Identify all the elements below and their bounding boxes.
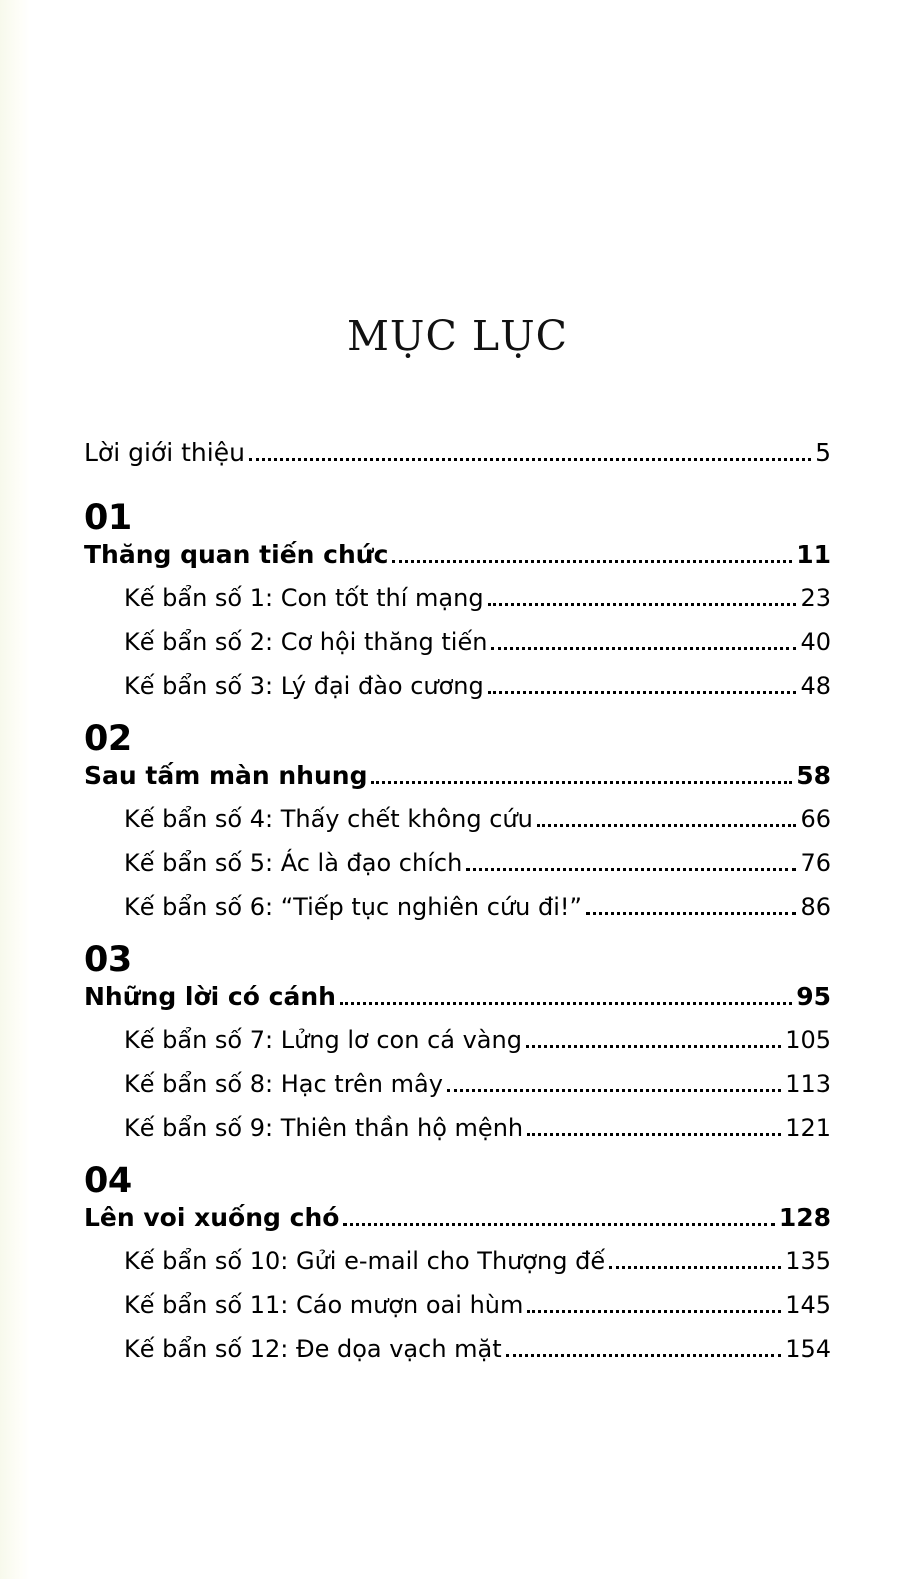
toc-chapter-label: Kế bẩn số 5: Ác là đạo chích xyxy=(124,849,463,877)
toc-chapter-label: Kế bẩn số 8: Hạc trên mây xyxy=(124,1070,443,1098)
toc-chapter-page: 145 xyxy=(785,1291,831,1319)
toc-part-page: 58 xyxy=(796,761,831,790)
toc-chapter-row[interactable] xyxy=(124,584,831,613)
toc-chapter-page: 76 xyxy=(800,849,831,877)
page-title: MỤC LỤC xyxy=(346,312,569,360)
dot-leader xyxy=(249,458,811,461)
toc-part-number: 02 xyxy=(84,719,132,759)
toc-chapter-row[interactable] xyxy=(124,1070,831,1099)
toc-chapter-page: 23 xyxy=(800,584,831,612)
toc-chapter-label: Kế bẩn số 10: Gửi e-mail cho Thượng đế xyxy=(124,1247,606,1275)
toc-chapter-label: Kế bẩn số 11: Cáo mượn oai hùm xyxy=(124,1291,524,1319)
toc-part xyxy=(84,1161,831,1364)
dot-leader xyxy=(466,868,796,871)
dot-leader xyxy=(491,647,796,650)
toc-chapter-page: 40 xyxy=(800,628,831,656)
toc-chapter-page: 154 xyxy=(785,1335,831,1363)
toc-chapter-page: 135 xyxy=(785,1247,831,1275)
dot-leader xyxy=(447,1089,781,1092)
toc-part-title: Sau tấm màn nhung xyxy=(84,761,368,790)
toc-chapter-row[interactable] xyxy=(124,672,831,701)
toc-part-title: Lên voi xuống chó xyxy=(84,1203,340,1232)
toc-entry-label: Lời giới thiệu xyxy=(84,438,245,467)
toc-part-title-row[interactable] xyxy=(84,982,831,1012)
dot-leader xyxy=(506,1354,782,1357)
dot-leader xyxy=(371,781,792,784)
dot-leader xyxy=(488,691,797,694)
toc-part-number: 03 xyxy=(84,940,132,980)
toc-part xyxy=(84,498,831,701)
dot-leader xyxy=(537,824,797,827)
toc-part-page: 128 xyxy=(778,1203,831,1232)
toc-chapter-page: 105 xyxy=(785,1026,831,1054)
dot-leader xyxy=(609,1266,781,1269)
toc-part-title-row[interactable] xyxy=(84,540,831,570)
toc-chapter-row[interactable] xyxy=(124,805,831,834)
toc-chapter-label: Kế bẩn số 2: Cơ hội thăng tiến xyxy=(124,628,488,656)
toc-part xyxy=(84,719,831,922)
dot-leader xyxy=(526,1045,781,1048)
toc-part-number: 04 xyxy=(84,1161,132,1201)
dot-leader xyxy=(586,912,797,915)
toc-chapter-label: Kế bẩn số 12: Đe dọa vạch mặt xyxy=(124,1335,502,1363)
toc-part-number: 01 xyxy=(84,498,132,538)
toc-chapter-page: 48 xyxy=(800,672,831,700)
toc-chapter-row[interactable] xyxy=(124,1335,831,1364)
toc-chapter-row[interactable] xyxy=(124,1291,831,1320)
toc-chapter-row[interactable] xyxy=(124,628,831,657)
toc-entry-page: 5 xyxy=(815,438,831,467)
table-of-contents xyxy=(84,438,831,1379)
toc-chapter-label: Kế bẩn số 6: “Tiếp tục nghiên cứu đi!” xyxy=(124,893,582,921)
toc-entry-intro[interactable] xyxy=(84,438,831,468)
toc-part-title: Những lời có cánh xyxy=(84,982,336,1011)
toc-chapter-label: Kế bẩn số 7: Lửng lơ con cá vàng xyxy=(124,1026,522,1054)
dot-leader xyxy=(340,1002,792,1005)
toc-chapter-row[interactable] xyxy=(124,1114,831,1143)
toc-chapter-row[interactable] xyxy=(124,1026,831,1055)
toc-part-title-row[interactable] xyxy=(84,1203,831,1233)
toc-chapter-row[interactable] xyxy=(124,893,831,922)
toc-chapter-label: Kế bẩn số 3: Lý đại đào cương xyxy=(124,672,484,700)
toc-chapter-label: Kế bẩn số 9: Thiên thần hộ mệnh xyxy=(124,1114,524,1142)
toc-part-title: Thăng quan tiến chức xyxy=(84,540,389,569)
toc-chapter-page: 66 xyxy=(800,805,831,833)
toc-part xyxy=(84,940,831,1143)
dot-leader xyxy=(488,603,797,606)
toc-part-page: 95 xyxy=(796,982,831,1011)
toc-part-page: 11 xyxy=(796,540,831,569)
toc-chapter-row[interactable] xyxy=(124,849,831,878)
dot-leader xyxy=(527,1133,781,1136)
toc-chapter-page: 113 xyxy=(785,1070,831,1098)
toc-chapter-row[interactable] xyxy=(124,1247,831,1276)
dot-leader xyxy=(343,1223,774,1226)
toc-part-title-row[interactable] xyxy=(84,761,831,791)
toc-chapter-page: 86 xyxy=(800,893,831,921)
dot-leader xyxy=(392,560,792,563)
toc-chapter-label: Kế bẩn số 1: Con tốt thí mạng xyxy=(124,584,484,612)
toc-chapter-page: 121 xyxy=(785,1114,831,1142)
toc-chapter-label: Kế bẩn số 4: Thấy chết không cứu xyxy=(124,805,533,833)
dot-leader xyxy=(527,1310,781,1313)
